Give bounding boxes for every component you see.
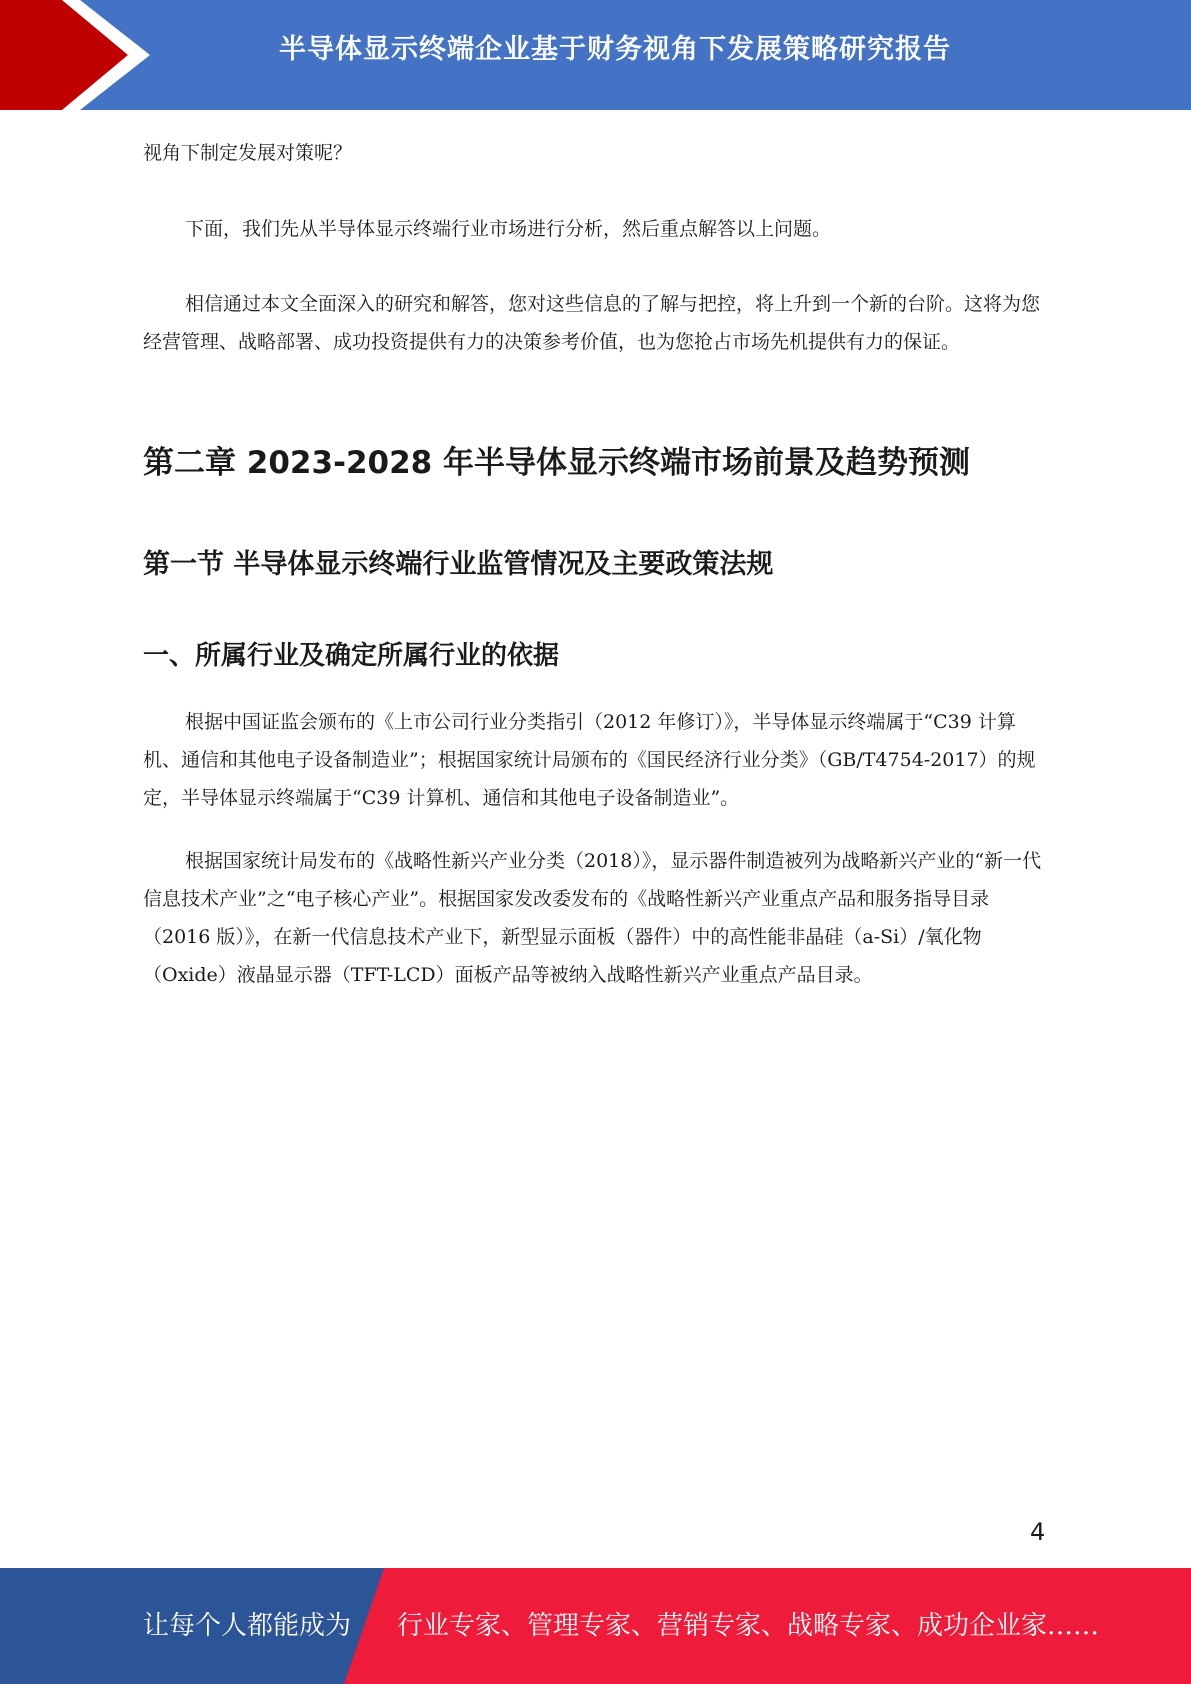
subsection-title: 一、所属行业及确定所属行业的依据 [143,641,560,671]
chapter-title: 第二章 2023-2028 年半导体显示终端市场前景及趋势预测 [143,445,971,481]
paragraph-analysis-plan: 下面，我们先从半导体显示终端行业市场进行分析，然后重点解答以上问题。 [185,218,832,240]
footer-slogan-left: 让每个人都能成为 [143,1611,352,1641]
footer-slogan-right: 行业专家、管理专家、营销专家、战略专家、成功企业家…… [397,1611,1100,1641]
paragraph-intro-end: 视角下制定发展对策呢？ [143,142,353,164]
paragraph-strategic-industry: 根据国家统计局发布的《战略性新兴产业分类（2018）》，显示器件制造被列为战略新兴产业的“新一代信息技术产业”之“电子核心产业”。根据国家发改委发布的《战略性新兴产业重点产品和服务指导目录（2016 版）》，在新一代信息技术产业下，新型显示面板（器件）中的高性能非晶硅（a-Si）/氧化物（Oxide）液晶显示器（TFT-LCD）面板产品等被纳入战略性新兴产业重点产品目录。 [143,850,1042,986]
page-footer [0,1568,1191,1684]
page-number: 4 [1030,1518,1046,1546]
page-header [0,0,1191,110]
paragraph-industry-classification: 根据中国证监会颁布的《上市公司行业分类指引（2012 年修订）》，半导体显示终端属于“C39 计算机、通信和其他电子设备制造业”；根据国家统计局颁布的《国民经济行业分类》（GB/T4754-2017）的规定，半导体显示终端属于“C39 计算机、通信和其他电子设备制造业”。 [143,711,1036,809]
paragraph-value-statement: 相信通过本文全面深入的研究和解答，您对这些信息的了解与把控，将上升到一个新的台阶。这将为您经营管理、战略部署、成功投资提供有力的决策参考价值，也为您抢占市场先机提供有力的保证。 [143,293,1041,353]
section-title: 第一节 半导体显示终端行业监管情况及主要政策法规 [143,549,774,580]
header-title: 半导体显示终端企业基于财务视角下发展策略研究报告 [279,34,951,65]
